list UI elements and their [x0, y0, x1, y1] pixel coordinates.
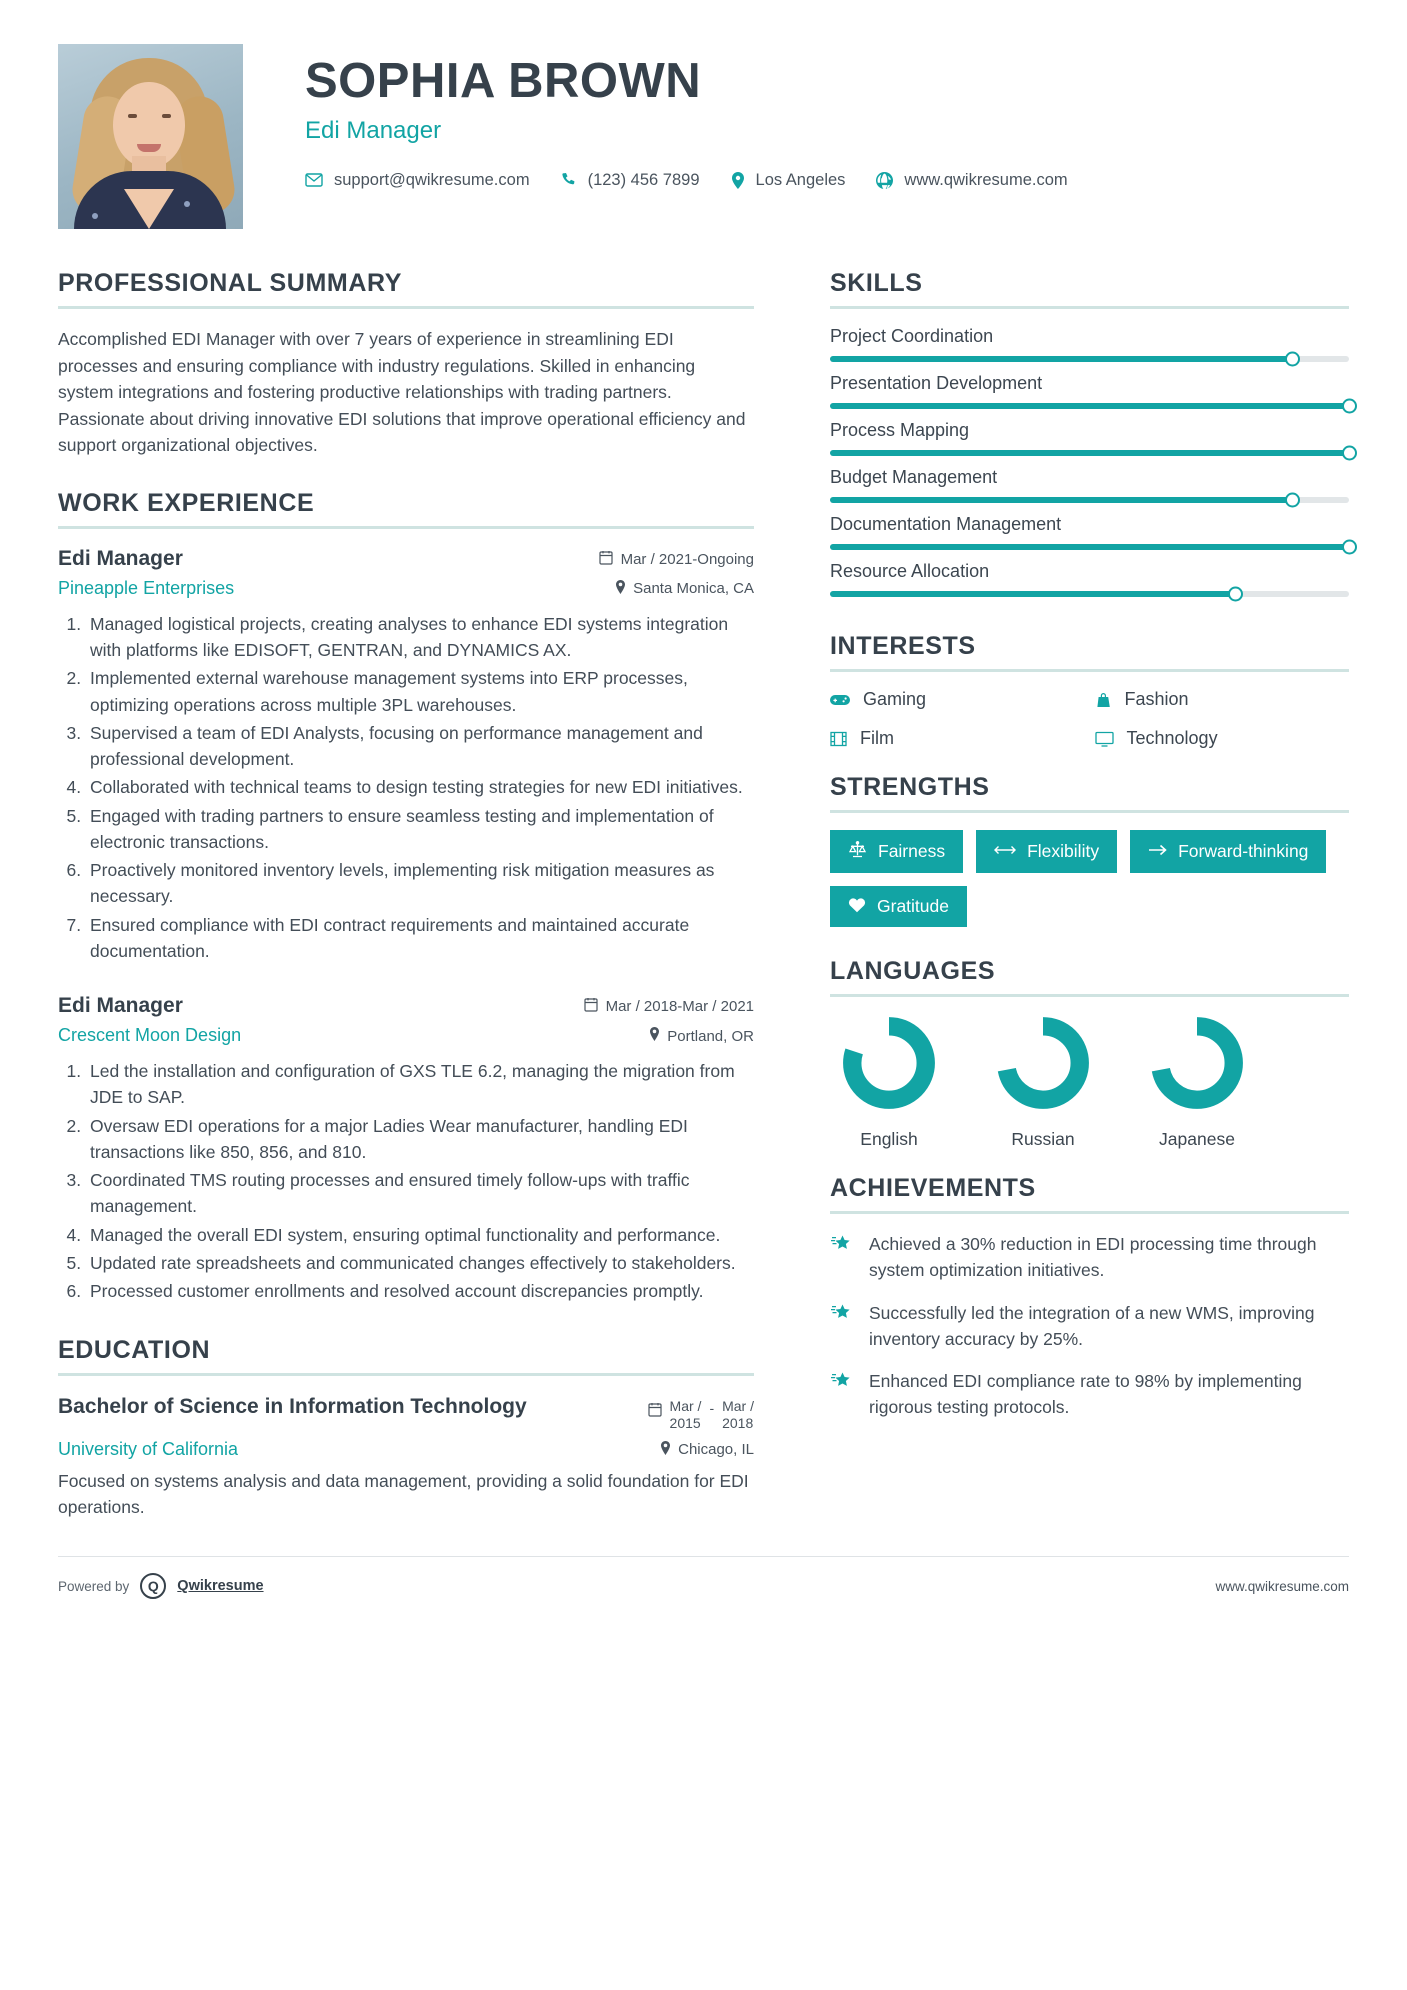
skill-bar [830, 403, 1349, 409]
heart-icon [848, 897, 866, 917]
star-badge-icon [830, 1231, 854, 1284]
education-start-month: Mar / [669, 1398, 702, 1415]
left-column [58, 269, 800, 1520]
resume-body [58, 269, 1349, 1520]
avatar [58, 44, 243, 229]
section-title-achievements: ACHIEVEMENTS [830, 1174, 1036, 1202]
education-location-wrap [660, 1441, 754, 1459]
job-role: Edi Manager [58, 546, 183, 570]
language-donut [840, 1014, 938, 1112]
interest-label: Technology [1126, 728, 1218, 748]
skill-item [830, 373, 1349, 409]
star-badge-icon [830, 1368, 854, 1421]
section-title-education: EDUCATION [58, 1336, 211, 1365]
work-item [58, 994, 754, 1304]
summary-text: Accomplished EDI Manager with over 7 years of experience in streamlining EDI processes and ensuring compliance with industry regulations. Skilled in enhancing system integrations and fostering productive relationships with trading partners. Passionate about driving innovative EDI solutions that improve operational efficiency and support organizational objectives. [58, 329, 746, 456]
job-bullet: 1. Led the installation and configuration of GXS TLE 6.2, managing the migration from JDE to SAP. [86, 1058, 754, 1111]
calendar-icon [648, 1398, 662, 1420]
right-column [800, 269, 1349, 1421]
education-school: University of California [58, 1438, 239, 1459]
language-label: Japanese [1159, 1129, 1235, 1149]
location-pin-icon [731, 172, 745, 189]
phone-icon [561, 172, 577, 188]
skill-label: Project Coordination [830, 326, 994, 346]
resume-header [58, 44, 1349, 229]
education-location: Chicago, IL [678, 1441, 754, 1459]
skill-bar [830, 356, 1349, 362]
contact-website[interactable] [876, 171, 1067, 190]
interest-label: Film [860, 728, 894, 748]
strength-chip [830, 830, 963, 873]
job-bullet: 3. Supervised a team of EDI Analysts, focusing on performance management and professional development. [86, 720, 754, 773]
job-bullet: 4. Managed the overall EDI system, ensuring optimal functionality and performance. [86, 1222, 754, 1248]
achievement-item [830, 1231, 1349, 1284]
strengths-list [830, 830, 1349, 927]
job-bullet: 5. Updated rate spreadsheets and communicated changes effectively to stakeholders. [86, 1250, 754, 1276]
section-title-skills: SKILLS [830, 269, 923, 297]
language-item [1138, 1014, 1256, 1150]
education-item [58, 1394, 754, 1520]
language-item [830, 1014, 948, 1150]
skill-label: Budget Management [830, 467, 998, 487]
calendar-icon [599, 550, 613, 569]
job-company: Crescent Moon Design [58, 1025, 242, 1046]
arrow-right-icon [1148, 843, 1167, 861]
skill-item [830, 561, 1349, 597]
education-degree: Bachelor of Science in Information Technology [58, 1395, 527, 1419]
skill-label: Process Mapping [830, 420, 970, 440]
job-dates: Mar / 2018-Mar / 2021 [605, 998, 754, 1016]
powered-by-block [58, 1573, 264, 1599]
monitor-icon [1095, 731, 1114, 747]
star-badge-icon [830, 1300, 854, 1353]
divider [830, 669, 1349, 672]
job-bullet: 4. Collaborated with technical teams to design testing strategies for new EDI initiatives. [86, 774, 754, 800]
qwikresume-link[interactable]: Qwikresume [177, 1578, 264, 1595]
qwikresume-logo-icon: Q [140, 1573, 166, 1599]
divider [830, 306, 1349, 309]
job-bullet: 7. Ensured compliance with EDI contract requirements and maintained accurate documentation. [86, 912, 754, 965]
education-description: Focused on systems analysis and data management, providing a solid foundation for EDI operations. [58, 1470, 749, 1517]
skill-bar [830, 450, 1349, 456]
map-marker-icon [660, 1441, 671, 1459]
divider [58, 1373, 754, 1376]
skill-bar [830, 591, 1349, 597]
calendar-icon [584, 997, 598, 1016]
job-location: Portland, OR [667, 1027, 754, 1045]
map-marker-icon [649, 1027, 660, 1045]
achievement-text: Successfully led the integration of a new WMS, improving inventory accuracy by 25%. [869, 1302, 1315, 1349]
interest-item [830, 689, 1085, 710]
job-bullets [58, 1058, 754, 1304]
job-bullet: 5. Engaged with trading partners to ensure seamless testing and implementation of electronic transactions. [86, 803, 754, 856]
job-bullet: 6. Proactively monitored inventory levels, implementing risk mitigation measures as necessary. [86, 857, 754, 910]
achievement-item [830, 1368, 1349, 1421]
interest-item [1095, 728, 1350, 749]
job-bullet: 6. Processed customer enrollments and resolved account discrepancies promptly. [86, 1278, 754, 1304]
contact-email[interactable] [305, 171, 530, 190]
page-footer [58, 1556, 1349, 1619]
skill-label: Resource Allocation [830, 561, 990, 581]
contact-email-text: support@qwikresume.com [334, 170, 530, 189]
strength-label: Gratitude [877, 895, 949, 916]
arrows-horizontal-icon [994, 843, 1016, 861]
language-label: English [860, 1129, 918, 1149]
achievement-item [830, 1300, 1349, 1353]
language-donut [994, 1014, 1092, 1112]
skill-label: Documentation Management [830, 514, 1062, 534]
job-bullet: 3. Coordinated TMS routing processes and ensured timely follow-ups with traffic management. [86, 1167, 754, 1220]
section-title-languages: LANGUAGES [830, 957, 996, 985]
strength-label: Fairness [878, 840, 946, 861]
skill-item [830, 467, 1349, 503]
education-start-year: 2015 [669, 1414, 701, 1431]
strength-label: Flexibility [1027, 840, 1100, 861]
divider [830, 994, 1349, 997]
education-end-month: Mar / [722, 1398, 754, 1415]
scales-icon [848, 841, 867, 862]
gamepad-icon [830, 693, 850, 707]
language-donut [1148, 1014, 1246, 1112]
work-item [58, 547, 754, 964]
job-bullets [58, 611, 754, 964]
language-item [984, 1014, 1102, 1150]
strength-chip [976, 830, 1117, 873]
section-title-strengths: STRENGTHS [830, 773, 990, 801]
divider [58, 526, 754, 529]
globe-icon [876, 172, 893, 189]
job-location: Santa Monica, CA [633, 580, 754, 598]
interest-label: Gaming [863, 689, 927, 709]
job-bullet: 1. Managed logistical projects, creating analyses to enhance EDI systems integration with platforms like EDISOFT, GENTRAN, and DYNAMICS AX. [86, 611, 754, 664]
skill-item [830, 420, 1349, 456]
job-dates: Mar / 2021-Ongoing [620, 550, 754, 568]
job-bullet: 2. Oversaw EDI operations for a major Ladies Wear manufacturer, handling EDI transactions like 850, 856, and 810. [86, 1113, 754, 1166]
education-end-year: 2018 [722, 1414, 754, 1431]
contact-website-text: www.qwikresume.com [904, 170, 1068, 189]
job-dates-wrap [599, 550, 754, 569]
film-icon [830, 731, 847, 747]
language-label: Russian [1011, 1129, 1075, 1149]
contact-phone[interactable] [561, 171, 700, 190]
strength-label: Forward-thinking [1178, 840, 1309, 861]
interest-item [830, 728, 1085, 749]
divider [58, 306, 754, 309]
job-bullet: 2. Implemented external warehouse management systems into ERP processes, optimizing operations across multiple 3PL warehouses. [86, 665, 754, 718]
skill-item [830, 326, 1349, 362]
job-company: Pineapple Enterprises [58, 577, 235, 598]
skill-label: Presentation Development [830, 373, 1043, 393]
job-location-wrap [649, 1027, 754, 1045]
section-title-summary: PROFESSIONAL SUMMARY [58, 269, 402, 297]
strength-chip [1130, 830, 1326, 873]
achievement-text: Enhanced EDI compliance rate to 98% by implementing rigorous testing protocols. [869, 1371, 1302, 1418]
skill-bar [830, 497, 1349, 503]
contact-location [731, 171, 846, 190]
divider [830, 810, 1349, 813]
job-role: Edi Manager [58, 994, 183, 1018]
header-text-block [243, 44, 1349, 190]
section-title-interests: INTERESTS [830, 632, 976, 660]
strength-chip [830, 886, 967, 928]
envelope-icon [305, 173, 323, 187]
interest-label: Fashion [1124, 689, 1189, 709]
job-dates-wrap [584, 997, 754, 1016]
header-job-title: Edi Manager [305, 116, 442, 144]
handbag-icon [1095, 692, 1112, 708]
footer-website[interactable]: www.qwikresume.com [1215, 1578, 1349, 1594]
education-dates: Mar / 2015 - Mar / 2018 [648, 1394, 754, 1430]
skill-item [830, 514, 1349, 550]
map-marker-icon [615, 580, 626, 598]
languages-list [830, 1014, 1349, 1150]
interests-grid [830, 689, 1349, 749]
section-title-work: WORK EXPERIENCE [58, 488, 315, 517]
job-location-wrap [615, 580, 754, 598]
interest-item [1095, 689, 1350, 710]
contact-row [305, 171, 1349, 190]
achievement-text: Achieved a 30% reduction in EDI processing time through system optimization initiatives. [869, 1234, 1317, 1281]
powered-by-label: Powered by [58, 1578, 130, 1594]
skill-bar [830, 544, 1349, 550]
divider [830, 1211, 1349, 1214]
contact-location-text: Los Angeles [755, 170, 846, 189]
page-title: SOPHIA BROWN [305, 54, 702, 108]
contact-phone-text: (123) 456 7899 [587, 170, 700, 189]
